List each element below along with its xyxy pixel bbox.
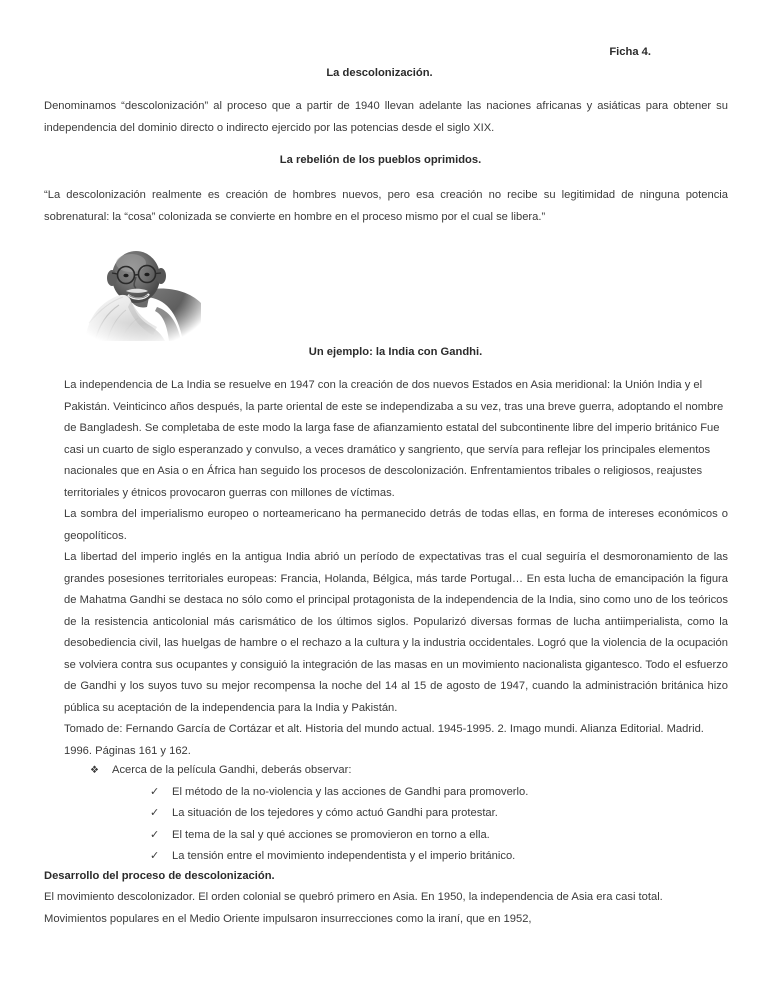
check-bullet-icon: ✓ bbox=[150, 807, 160, 819]
list-item bbox=[64, 782, 728, 804]
body-paragraph-1: La independencia de La India se resuelve en 1947 con la creación de dos nuevos Estados en Asia meridional: la Unión India y el Pakistán. Veinticinco años después, la parte oriental de este se independizaba a su vez, tras una breve guerra, adoptando el nombre de Bangladesh. Se completaba de este modo la larga fase de afianzamiento estatal del subcontinente libre del imperio británico Fue casi un cuarto de siglo esperanzado y convulso, a veces dramático y sangriento, que servía para reflejar los principales elementos nacionales que en Asia o en África han seguido los procesos de descolonización. Enfrentamientos tribales o religiosos, reajustes territoriales y étnicos provocaron guerras con millones de víctimas. bbox=[64, 379, 724, 499]
body-paragraph-3: La libertad del imperio inglés en la antigua India abrió un período de expectativas tras el cual seguiría el desmoronamiento de las grandes posesiones territoriales europeas: Francia, Holanda, Bélgica, más tarde Portugal… En esta lucha de emancipación la figura de Mahatma Gandhi se destaca no sólo como el principal protagonista de la independencia de la India, sino como uno de los teóricos de la resistencia anticolonial más carismático de los últimos siglos. Popularizó diversas formas de lucha antiimperialista, como la desobediencia civil, las huelgas de hambre o el rechazo a la cultura y la industria occidentales. Logró que la violencia de la ocupación se volviera contra sus ocupantes y consiguió la integración de las masas en un movimiento nacionalista gigantesco. Todo el esfuerzo de Gandhi y los suyos tuvo su mejor recompensa la noche del 14 al 15 de agosto de 1947, cuando la administración británica hizo pública su aceptación de la independencia para la India y Pakistán. bbox=[64, 551, 728, 714]
section-heading-rebelion: La rebelión de los pueblos oprimidos. bbox=[279, 154, 482, 166]
check-bullet-icon: ✓ bbox=[150, 828, 160, 841]
list-item-label: La tensión entre el movimiento independentista y el imperio británico. bbox=[172, 850, 516, 862]
closing-paragraph: El movimiento descolonizador. El orden colonial se quebró primero en Asia. En 1950, la independencia de Asia era casi total. Movimientos populares en el Medio Oriente impulsaron insurrecciones como la iraní, que en 1952, bbox=[44, 891, 663, 925]
gandhi-portrait-icon bbox=[73, 245, 201, 341]
list-item-label: El tema de la sal y qué acciones se promovieron en torno a ella. bbox=[172, 828, 490, 841]
list-item-label: La situación de los tejedores y cómo actuó Gandhi para protestar. bbox=[172, 807, 498, 819]
source-citation: Tomado de: Fernando García de Cortázar et alt. Historia del mundo actual. 1945-1995. 2. Imago mundi. Alianza Editorial. Madrid. 1996. Páginas 161 y 162. bbox=[64, 723, 704, 757]
gandhi-portrait-image bbox=[73, 245, 201, 341]
quote-paragraph: “La descolonización realmente es creación de hombres nuevos, pero esa creación no recibe su legitimidad de ninguna potencia sobrenatural: la “cosa” colonizada se convierte en hombre en el proceso mismo por el cual se libera.” bbox=[44, 189, 728, 223]
list-item bbox=[64, 846, 728, 868]
list-item-label: El método de la no-violencia y las acciones de Gandhi para promoverlo. bbox=[172, 785, 529, 798]
check-bullet-icon: ✓ bbox=[150, 785, 160, 798]
body-paragraph-2: La sombra del imperialismo europeo o norteamericano ha permanecido detrás de todas ellas, en forma de intereses económicos o geopolíticos. bbox=[64, 508, 728, 542]
section-heading-desarrollo: Desarrollo del proceso de descolonización. bbox=[44, 870, 275, 882]
intro-paragraph: Denominamos “descolonización” al proceso que a partir de 1940 llevan adelante las naciones africanas y asiáticas para obtener su independencia del dominio directo o indirecto ejercido por las potencias desde el siglo XIX. bbox=[44, 100, 728, 134]
page-title: La descolonización. bbox=[326, 67, 433, 79]
task-list bbox=[64, 760, 728, 868]
diamond-bullet-icon: ❖ bbox=[90, 765, 99, 776]
ficha-number-label: Ficha 4. bbox=[609, 46, 651, 58]
list-item-level1-label: Acerca de la película Gandhi, deberás observar: bbox=[112, 764, 352, 776]
list-item bbox=[64, 825, 728, 847]
section-heading-ejemplo: Un ejemplo: la India con Gandhi. bbox=[308, 346, 483, 358]
list-item-level1 bbox=[64, 760, 728, 782]
list-item bbox=[64, 803, 728, 825]
check-bullet-icon: ✓ bbox=[150, 850, 160, 862]
